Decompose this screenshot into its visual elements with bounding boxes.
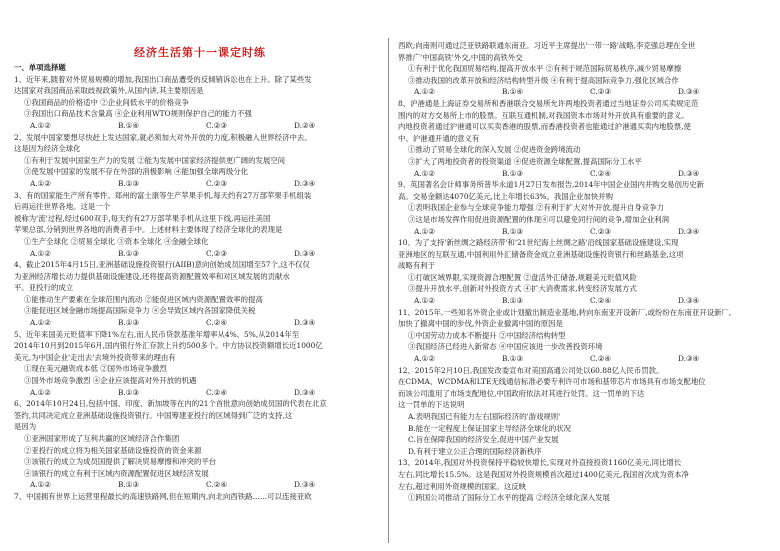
text-line: 亚洲地区的互联互通,中国利用外汇储备资金成立亚洲基础设施投资银行和丝路基金,这项 (398, 249, 684, 259)
answer-option: B.①③ (118, 387, 140, 397)
answer-options (398, 226, 768, 238)
section-heading: 一、单项选择题 (14, 63, 66, 72)
answer-option: D.③④ (678, 354, 700, 364)
choice-line: ③我国经济已经进入新常态 ④中国应该进一步改善投资环境 (408, 342, 603, 352)
text-line: 2014年10月到2015年6月,国内银行外汇存款上升约500多个。中方协议投资额增长近1000亿 (14, 341, 323, 351)
page-title: 经济生活第十一课定时练 (134, 46, 266, 59)
text-line: 后再运往世界各地。这是一个 (14, 202, 111, 212)
text-line: 这一罚单的下达说明 (398, 400, 465, 410)
choice-line: ③使发展中国家的发展不存在外部的消极影响 ④能加强全球两级分化 (24, 167, 249, 177)
question-stem: 10、为了支持'新丝绸之路经济带'和'21世纪海上丝绸之路'沿线国家基础设施建设,实现 (398, 238, 679, 248)
answer-option: B.①③ (118, 248, 140, 258)
choice-line: ①现在美元融资成本低 ②国外市场竞争激烈 (24, 364, 167, 374)
answer-option: D.③④ (294, 318, 316, 328)
question-stem: 6、2014年10月24日,包括中国、印度、新加坡等在内的21个首批意向创始成员国的代表在北京 (14, 399, 327, 409)
answer-option: B.①④ (502, 87, 524, 97)
answer-option: C.②③ (590, 226, 611, 236)
choice-line: ③扩大了两地投资者的投资渠道 ④促进资源全球配置,提高国际分工水平 (408, 156, 642, 166)
choice-line: B.能在一定程度上保证国家主导经济全球化的状况 (408, 423, 571, 433)
answer-options (398, 295, 768, 307)
answer-option: A.①② (414, 226, 435, 236)
answer-option: D.③④ (294, 248, 316, 258)
text-line: 达国家对我国商品采取歧视政策外,从国内讲,其主要原因是 (14, 86, 204, 96)
text-line: 这是因为经济全球化 (14, 144, 81, 154)
question-stem: 11、2015年,一些知名外资企业或计划撤出制造业基地,转向东南亚开设新厂,或纷纷在东南亚开设新厂, (398, 307, 732, 317)
text-line: 界推广'中国高铁'外交,中国的高铁外交 (398, 52, 523, 62)
answer-options (14, 248, 386, 260)
choice-line: ③推动我国的改革开放和经济结构转型升级 ④有利于提高国际竞争力,强化区域合作 (408, 75, 679, 85)
choice-line: A.表明我国已有能力左右国际经济的'游戏规则' (408, 412, 561, 421)
answer-option: C.②③ (206, 178, 227, 188)
answer-option: D.③④ (678, 168, 700, 178)
answer-option: A.①② (414, 296, 435, 306)
answer-option: B.①③ (118, 178, 140, 188)
answer-option: A.①② (30, 480, 51, 490)
question-stem: 4、截止2015年4月15日,亚洲基础设施投资银行(AIIB)意向创始成员国增至57个,这不仅仅 (14, 260, 310, 270)
answer-option: B.①④ (118, 120, 140, 130)
choice-line: ①生产全球化 ②贸易全球化 ③资本全球化 ④金融全球化 (24, 236, 209, 246)
answer-option: C.②③ (206, 248, 227, 258)
column-divider (388, 38, 389, 543)
text-line: 美元,为中国企业'走出去'去境外投资带来的理由有 (14, 352, 176, 362)
choice-line: ③提升开放水平,创新对外投资方式 ④扩大消费需求,转变经济发展方式 (408, 284, 637, 294)
answer-options (14, 178, 386, 190)
answer-option: D.③④ (294, 480, 316, 490)
text-line: 高。交易金额达4070亿美元,比上年增长63%。我国企业加快并购 (398, 191, 613, 201)
choice-line: D.有利于建立公正合理的国际经济新秩序 (408, 446, 542, 456)
answer-option: A.①② (30, 318, 51, 328)
question-stem: 12、2015年2月10日,我国发改委宣布对美国高通公司处以60.88亿人民币罚款。 (398, 365, 664, 375)
question-stem: 1、近年来,随着对外贸易规模的增加,我国出口商品遭受的反倾销诉讼也在上升。除了某些发 (14, 74, 312, 84)
answer-option: B.①③ (118, 480, 140, 490)
answer-option: B.①③ (502, 226, 524, 236)
question-stem: 13、2014年,我国对外投资保持平稳较快增长,实现对外直接投资1160亿美元,同比增长 (398, 458, 682, 468)
text-line: 而该公司滥用了市场支配地位,中国政府依法对其进行处罚。这一罚单的下达 (398, 388, 645, 398)
answer-option: B.①③ (502, 354, 524, 364)
text-line: 苹果总部,分销到世界各地的消费者手中。上述材料主要体现了经济全球化的表现是 (14, 225, 283, 235)
question-stem: 3、有的国家能生产所有零件。郑州的富士康等生产苹果手机,每天约有27万部苹果手机组装 (14, 190, 312, 200)
answer-option: A.①② (414, 87, 435, 97)
text-line: 战略有利于 (398, 261, 435, 271)
answer-option: C.②④ (206, 480, 227, 490)
answer-option: A.①② (30, 248, 51, 258)
answer-options (398, 86, 768, 98)
text-line: 平。亚投行的成立 (14, 283, 74, 293)
question-stem: 5、近年来国美元贬值率下降1%左右,而人民币贷款基准年增率从4%、5%,从2014年至 (14, 329, 300, 339)
left-column (14, 38, 386, 503)
answer-option: B.①③ (502, 296, 524, 306)
question-stem: 2、发展中国家要想尽快赶上发达国家,就必须加大对外开放的力度,积极融入世界经济中去。 (14, 132, 312, 142)
question-stem: 8、沪港通是上海证券交易所和香港联合交易所允许两地投资者通过当地证券公司买卖规定范 (398, 98, 699, 108)
choice-line: ①我国商品的价格适中 ②企业间低水平的价格竞争 (24, 97, 189, 107)
answer-options (398, 168, 768, 180)
choice-line: ①亚洲国家形成了互利共赢的区域经济合作集团 (24, 434, 180, 443)
text-line: 在CDMA、WCDMA和LTE无线通信标准必要专利许可市场和基带芯片市场具有市场支配地位 (398, 377, 706, 387)
answer-option: A.①② (30, 120, 51, 130)
text-line: 内地投资者通过沪港通可以买卖香港的股票,而香港投资者也能通过沪港通买卖内地股票,使 (398, 122, 691, 132)
choice-line: ④该银行的成立有利于区域内资源配置促进区域经济发展 (24, 468, 209, 478)
answer-options (14, 479, 386, 491)
choice-line: ①能推动生产要素在全球范围内流动 ②能促进区域内资源配置效率的提高 (24, 294, 263, 304)
text-line: 中、沪港通开通的意义有 (398, 133, 480, 143)
choice-line: ①跨国公司推动了国际分工水平的提高 ②经济全球化深入发展 (408, 493, 610, 503)
answer-option: C.②④ (206, 318, 227, 328)
choice-line: ①表明我国企业参与全球竞争能力增强 ②有利于扩大对外开放,提升自身竞争力 (408, 203, 664, 213)
choice-line: ①中国劳动力成本不断提升 ②中国经济结构转型 (408, 330, 566, 340)
right-column (398, 40, 768, 504)
answer-option: A.①② (414, 168, 435, 178)
choice-line: ①有利于发展中国家生产力的发展 ②能为发展中国家经济提供更广阔的发展空间 (24, 155, 286, 165)
text-line: 被称为'流'过程,经过600双手,每天约有27万部苹果手机从这里下线,再运往美国 (14, 213, 271, 223)
answer-options (398, 353, 768, 365)
answer-option: C.②③ (206, 120, 227, 130)
choice-line: ①打破区域界限,实现资源合理配置 ②盘活外汇储备,规避美元贬值风险 (408, 272, 637, 282)
answer-option: D.③④ (678, 87, 700, 97)
answer-option: B.①③ (502, 168, 524, 178)
answer-option: D.②④ (294, 120, 316, 130)
text-line: 围内的对方交易所上市的股票。互联互通机制,对我国资本市场对外开放具有重要的意义。 (398, 110, 689, 120)
text-line: 西欧;向南则可通过泛亚铁路联通东南亚。习近平主席提出'一带一路'战略,李克强总理在全世 (398, 41, 696, 50)
answer-option: C.②④ (206, 387, 227, 397)
answer-option: A.①② (30, 178, 51, 188)
answer-option: D.③④ (294, 178, 316, 188)
answer-options (14, 387, 386, 399)
answer-option: A.①② (30, 387, 51, 397)
answer-option: D.③④ (678, 296, 700, 306)
text-line: 左右,同比增长15.5%。这是我国对外投资规模首次超过1400亿美元,我国首次成为资本净 (398, 469, 689, 479)
choice-line: ③该银行的成立为成员国提供了解决贸易摩擦和冲突的平台 (24, 457, 217, 467)
answer-option: A.①② (414, 354, 435, 364)
choice-line: ①有利于优化我国贸易结构,提高开放水平 ②有利于规范国际贸易秩序,减少贸易摩擦 (408, 64, 682, 74)
text-line: 加快了撤离中国的步伐,外资企业撤离中国的原因是 (398, 319, 563, 329)
answer-option: D.③④ (678, 226, 700, 236)
question-stem: 9、英国著名会计师事务所普华永道1月27日发布报告,2014年中国企业国内并购交易创历史新 (398, 180, 705, 190)
answer-option: B.①③ (118, 318, 140, 328)
choice-line: ③这是市场发挥作用促进资源配置的体现④可以避免同行间的竞争,增加企业利润 (408, 214, 670, 224)
text-line: 是因为 (14, 422, 37, 432)
text-line: 左右,超过利用外资规模的国家。这反映 (398, 481, 526, 491)
answer-option: C.②④ (590, 296, 611, 306)
choice-line: ①推动了贸易全球化的深入发展 ②促进资金跨境流动 (408, 145, 581, 155)
text-line: 签约,共同决定成立亚洲基础设施投资银行。中国筹建亚投行的区域得到广泛的支持,这 (14, 410, 293, 420)
answer-option: D.③④ (294, 387, 316, 397)
choice-line: ③能促进区域金融市场提高国际竞争力 ④会导致区域内各国家降低关税 (24, 306, 256, 316)
choice-line: ②亚投行的成立将为相关国家基础设施投资的资金来源 (24, 445, 202, 455)
choice-line: C.旨在保障我国的经济安全,促进中国产业发展 (408, 435, 559, 445)
text-line: 为亚洲经济增长动力提供基础设施建设,还将提高资源配置效率和对区域发展的贡献水 (14, 271, 290, 281)
answer-options (14, 120, 386, 132)
choice-line: ③国外市场竞争激烈 ④企业应该提高对外开放的机遇 (24, 376, 197, 386)
answer-option: C.②④ (590, 168, 611, 178)
answer-option: C.②③ (590, 87, 611, 97)
choice-line: ③我国出口商品技术含量高 ④企业利用WTO规则保护自己的能力不强 (24, 109, 252, 119)
answer-option: C.②④ (590, 354, 611, 364)
answer-options (14, 317, 386, 329)
question-stem: 7、中国拥有世界上运营里程最长的高速铁路网,但在短期内,向北向西铁路……可以连接亚欧 (14, 491, 312, 501)
